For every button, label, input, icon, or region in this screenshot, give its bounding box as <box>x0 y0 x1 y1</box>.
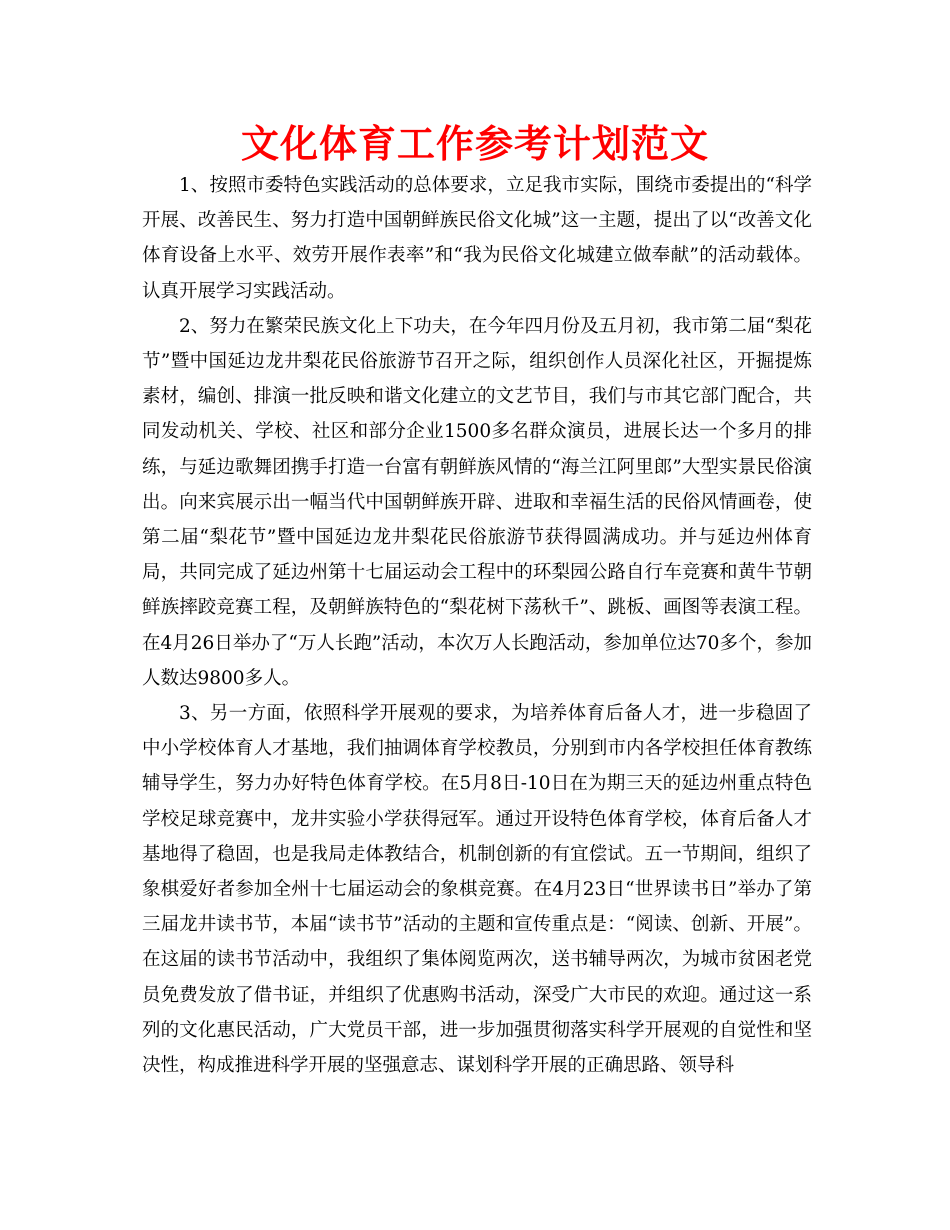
document-title: 文化体育工作参考计划范文 <box>240 121 709 166</box>
paragraph-3: 3、另一方面，依照科学开展观的要求，为培养体育后备人才，进一步稳固了中小学校体育人才基地，我们抽调体育学校教员，分别到市内各学校担任体育教练辅导学生，努力办好特色体育学校。在5月8日-10日在为期三天的延边州重点特色学校足球竞赛中，龙井实验小学获得冠军。通过开设特色体育学校，体育后备人才基地得了稳固，也是我局走体教结合，机制创新的有宜偿试。五一节期间，组织了象棋爱好者参加全州十七届运动会的象棋竞赛。在4月23日“世界读书日”举办了第三届龙井读书节，本届“读书节”活动的主题和宣传重点是：“阅读、创新、开展”。在这届的读书节活动中，我组织了集体阅览两次，送书辅导两次，为城市贫困老党员免费发放了借书证，并组织了优惠购书活动，深受广大市民的欢迎。通过这一系列的文化惠民活动，广大党员干部，进一步加强贯彻落实科学开展观的自觉性和坚决性，构成推进科学开展的坚强意志、谋划科学开展的正确思路、领导科 <box>142 703 812 1077</box>
paragraph-1: 1、按照市委特色实践活动的总体要求，立足我市实际，围绕市委提出的“科学开展、改善民生、努力打造中国朝鲜族民俗文化城”这一主题，提出了以“改善文化体育设备上水平、效劳开展作表率”和“我为民俗文化城建立做奉献”的活动载体。认真开展学习实践活动。 <box>142 175 812 302</box>
document-body <box>142 168 812 1083</box>
paragraph-2: 2、努力在繁荣民族文化上下功夫，在今年四月份及五月初，我市第二届“梨花节”暨中国延边龙井梨花民俗旅游节召开之际，组织创作人员深化社区，开掘提炼素材，编创、排演一批反映和谐文化建立的文艺节目，我们与市其它部门配合，共同发动机关、学校、社区和部分企业1500多名群众演员，进展长达一个多月的排练，与延边歌舞团携手打造一台富有朝鲜族风情的“海兰江阿里郎”大型实景民俗演出。向来宾展示出一幅当代中国朝鲜族开辟、进取和幸福生活的民俗风情画卷，使第二届“梨花节”暨中国延边龙井梨花民俗旅游节获得圆满成功。并与延边州体育局，共同完成了延边州第十七届运动会工程中的环梨园公路自行车竞赛和黄牛节朝鲜族摔跤竞赛工程，及朝鲜族特色的“梨花树下荡秋千”、跳板、画图等表演工程。在4月26日举办了“万人长跑”活动，本次万人长跑活动，参加单位达70多个，参加人数达9800多人。 <box>142 315 812 689</box>
